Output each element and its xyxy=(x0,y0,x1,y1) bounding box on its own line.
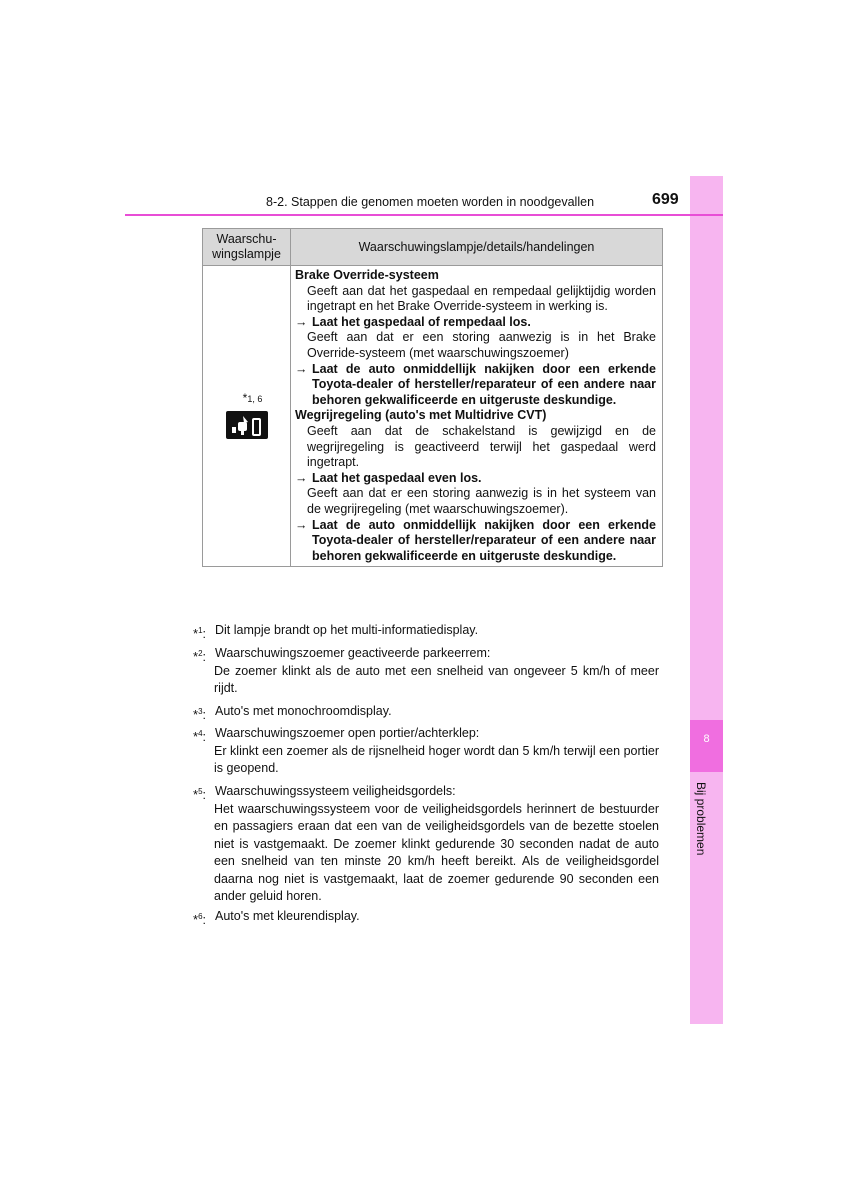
lamp-cell xyxy=(203,266,291,567)
arrow-icon: → xyxy=(295,517,308,532)
column-header-lamp: Waarschu- wingslampje xyxy=(203,229,291,266)
footnote-1: *$^1$: Dit lampje brandt op het multi-informatiedisplay. xyxy=(193,623,479,642)
drive-start-control-description: Geeft aan dat de schakelstand is gewijzigd en de wegrijregeling is geactiveerd terwijl het gaspedaal werd ingetrapt. xyxy=(307,423,656,470)
page-number: 699 xyxy=(652,191,679,208)
details-cell xyxy=(291,266,663,567)
brake-override-title: Brake Override-systeem xyxy=(295,268,439,282)
brake-override-action-2: → Laat de auto onmiddellijk nakijken door een erkende Toyota-dealer of hersteller/reparateur of een andere naar behoren gekwalificeerde en uitgeruste deskundige. xyxy=(295,361,656,407)
brake-override-malfunction: Geeft aan dat er een storing aanwezig is in het Brake Override-systeem (met waarschuwingszoemer) xyxy=(307,330,656,360)
section-title: 8-2. Stappen die genomen moeten worden in noodgevallen xyxy=(266,195,595,209)
side-tab xyxy=(690,176,723,1024)
chapter-number: 8 xyxy=(703,733,710,745)
brake-override-warning-icon xyxy=(226,411,268,439)
footnote-2: *$^2$: Waarschuwingszoemer geactiveerde parkeerrem: De zoemer klinkt als de auto met een snelheid van ongeveer 5 km/h of meer rijdt. xyxy=(193,646,659,695)
footnote-4: *$^4$: Waarschuwingszoemer open portier/achterklep: Er klinkt een zoemer als de rijsnelheid hoger wordt dan 5 km/h terwijl een portier is geopend. xyxy=(193,726,659,775)
warning-table xyxy=(202,228,663,567)
drive-start-control-malfunction: Geeft aan dat er een storing aanwezig is in het systeem van de wegrijregeling (met waarschuwingszoemer). xyxy=(307,486,656,516)
arrow-icon: → xyxy=(295,470,308,485)
column-header-details: Waarschuwingslampje/details/handelingen xyxy=(291,229,663,266)
arrow-icon: → xyxy=(295,314,308,329)
drive-start-control-action-2: → Laat de auto onmiddellijk nakijken door een erkende Toyota-dealer of hersteller/reparateur of een andere naar behoren gekwalificeerde en uitgeruste deskundige. xyxy=(295,517,656,563)
lamp-footnote-ref: *1, 6 xyxy=(242,390,263,405)
header-rule xyxy=(125,214,723,216)
brake-override-action-1: → Laat het gaspedaal of rempedaal los. xyxy=(295,314,531,329)
footnote-6: *$^6$: Auto's met kleurendisplay. xyxy=(193,909,360,928)
footnote-5: *$^5$: Waarschuwingssysteem veiligheidsgordels: Het waarschuwingssysteem voor de veiligheidsgordels herinnert de bestuurder en passagiers eraan dat een van de veiligheidsgordels van de bezette stoelen niet is vastgemaakt. De zoemer klinkt gedurende 30 seconden nadat de auto een snelheid van ten minste 20 km/h heeft bereikt. Als de veiligheidsgordel daarna nog niet is vastgemaakt, laat de zoemer gedurende 90 seconden een ander geluid horen. xyxy=(193,784,659,903)
chapter-tab-active[interactable] xyxy=(690,720,723,772)
brake-override-description: Geeft aan dat het gaspedaal en rempedaal gelijktijdig worden ingetrapt en het Brake Override-systeem in werking is. xyxy=(307,283,656,314)
footnote-3: *$^3$: Auto's met monochroomdisplay. xyxy=(193,704,392,723)
table-header-row xyxy=(203,229,663,266)
arrow-icon: → xyxy=(295,361,308,376)
drive-start-control-title: Wegrijregeling (auto's met Multidrive CVT) xyxy=(295,408,547,423)
chapter-label: Bij problemen xyxy=(694,782,708,856)
drive-start-control-action-1: → Laat het gaspedaal even los. xyxy=(295,470,482,485)
table-row xyxy=(203,266,663,567)
